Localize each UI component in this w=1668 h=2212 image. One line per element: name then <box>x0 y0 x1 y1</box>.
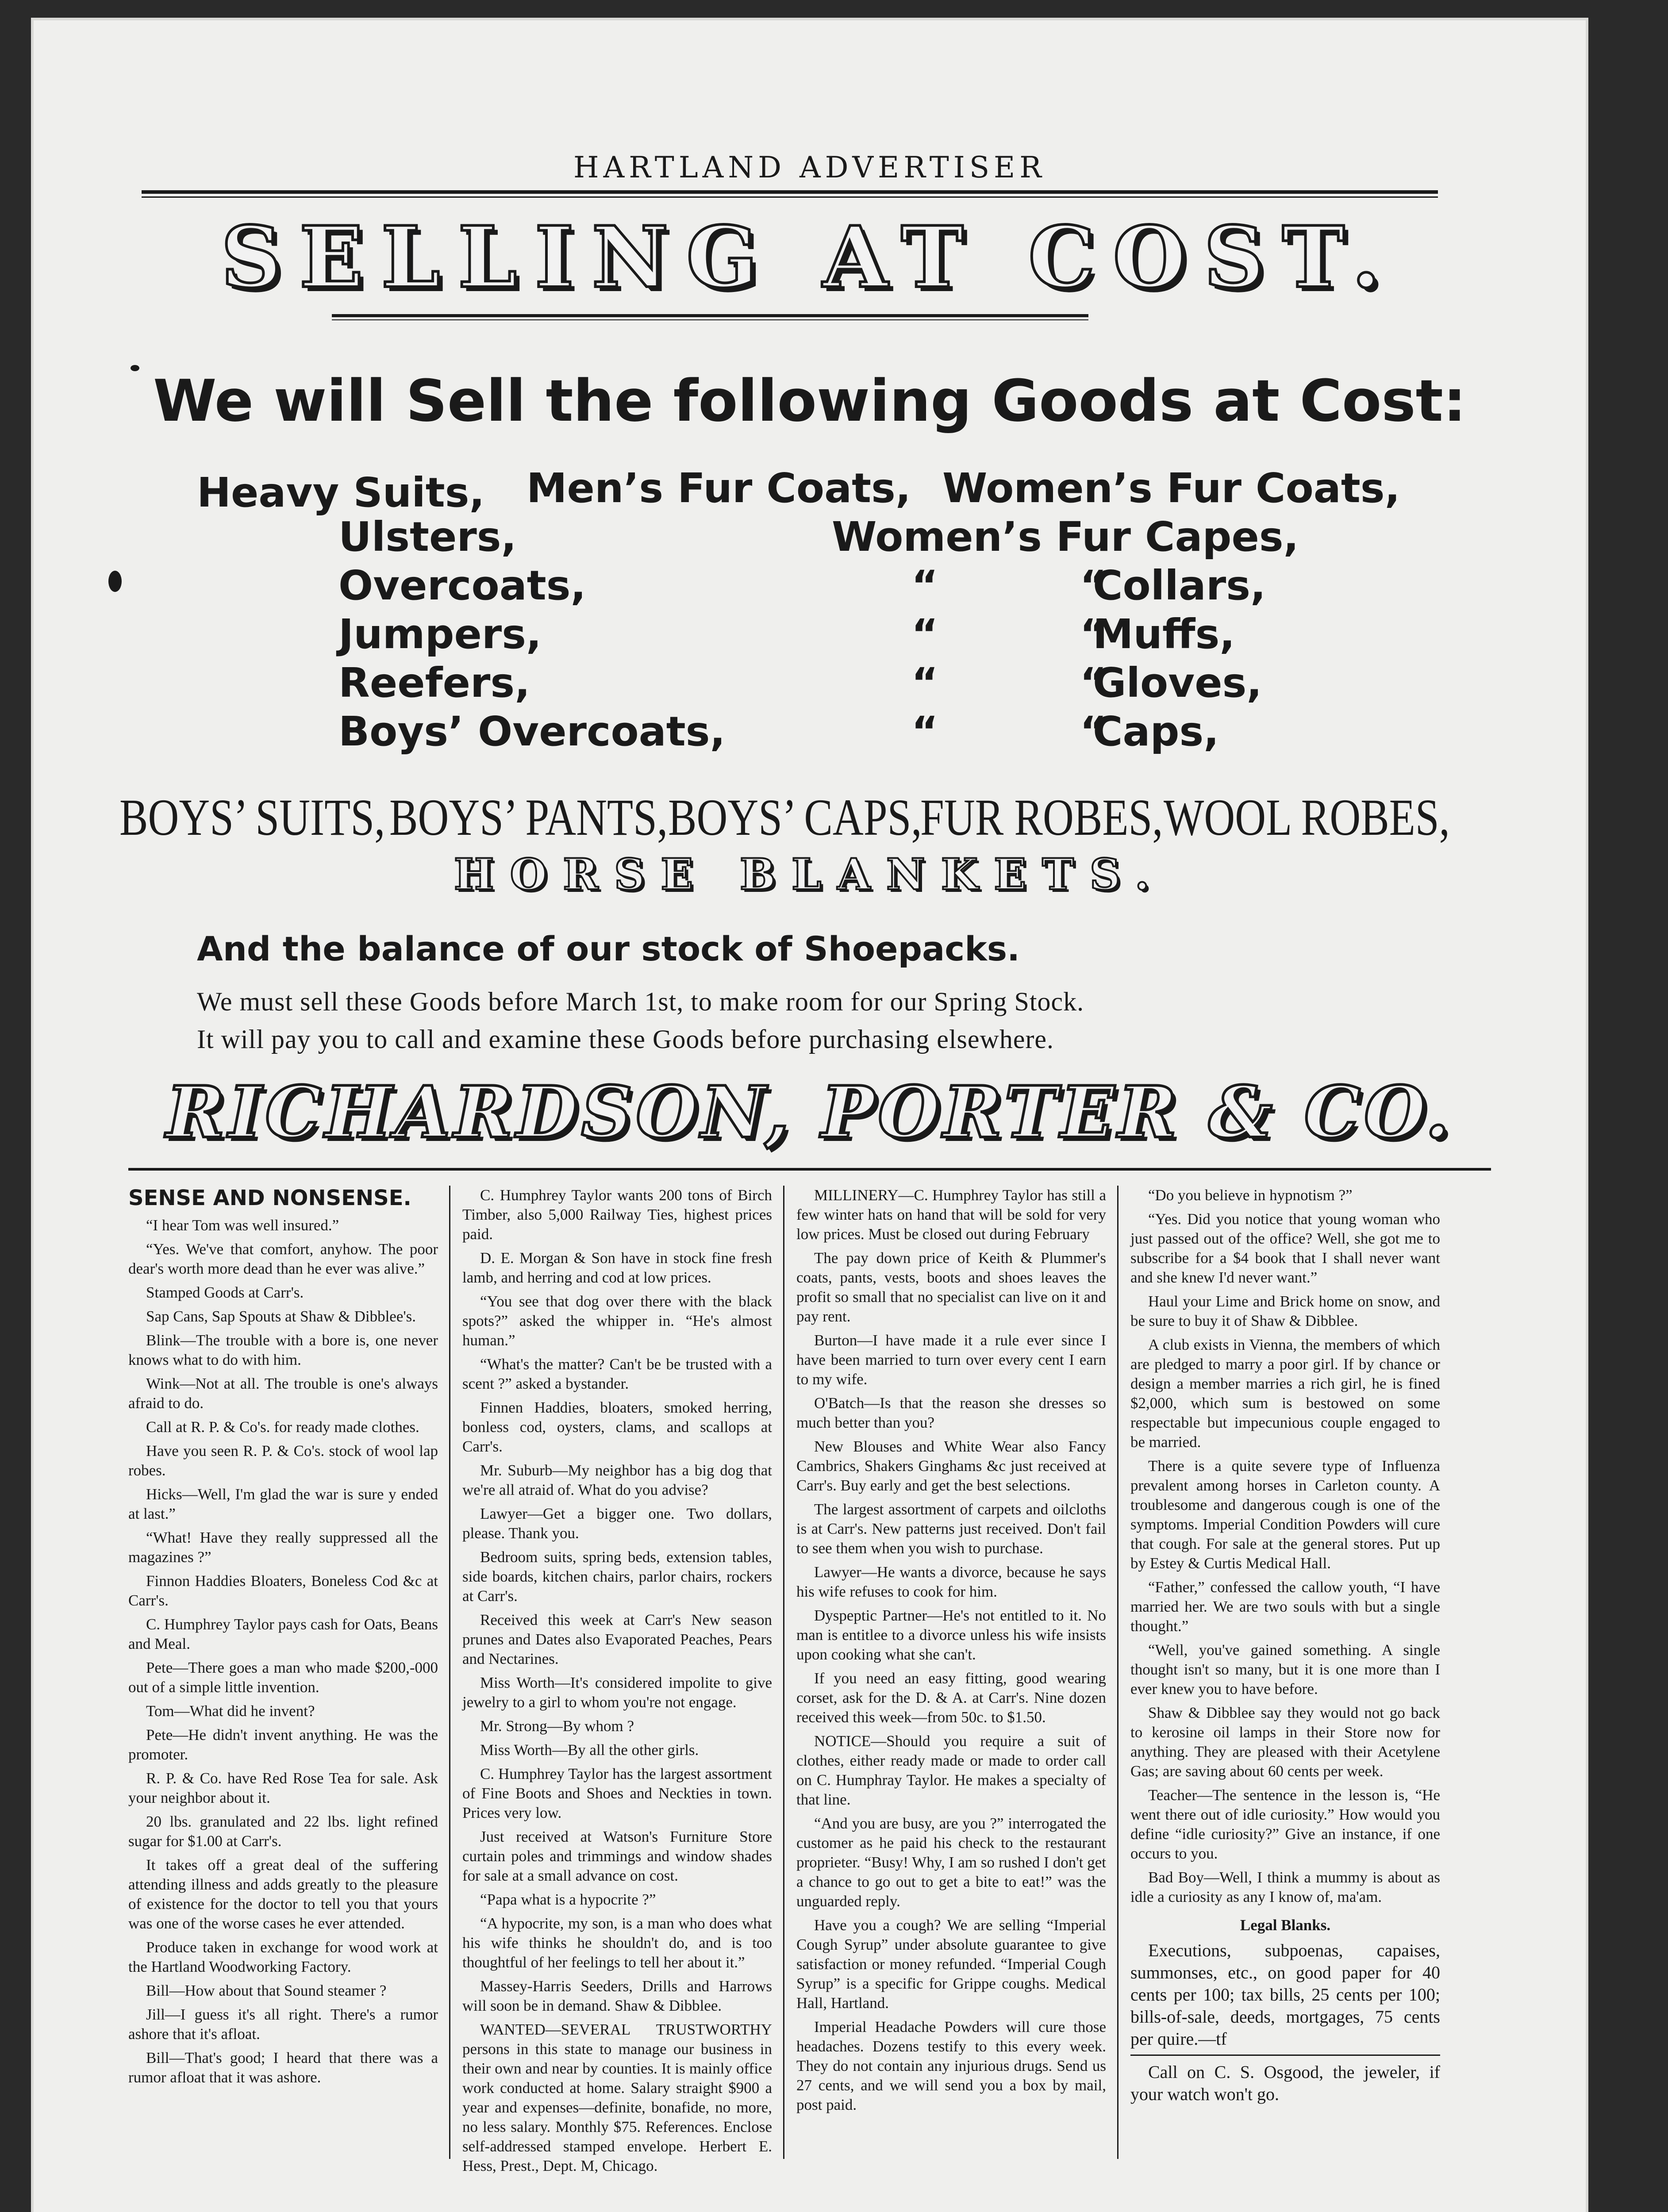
column-paragraph: “Do you believe in hypnotism ?” <box>1148 1187 1353 1204</box>
column-body <box>796 1186 1106 2115</box>
column-paragraph: Tom—What did he invent? <box>146 1702 315 1720</box>
column-paragraph: Burton—I have made it a rule ever since I have been married to turn over every cent I earn to my wife. <box>796 1332 1106 1388</box>
column-rule <box>1117 1186 1118 2159</box>
column-paragraph: The largest assortment of carpets and oilcloths is at Carr's. New patterns just received. Don't fail to see them when you wish to purchase. <box>796 1501 1106 1557</box>
ditto-marks: “ “ <box>911 611 1107 658</box>
column-paragraph: New Blouses and White Wear also Fancy Cambrics, Shakers Ginghams &c just received at Carr's. Buy early and get the best selections. <box>796 1438 1106 1494</box>
column-body <box>128 1216 438 2087</box>
horse-blankets-heading: HORSE BLANKETS. <box>454 849 1166 899</box>
column-paragraph: Call at R. P. & Co's. for ready made clothes. <box>146 1418 419 1436</box>
condensed-item: BOYS’ PANTS, <box>389 788 668 846</box>
balance-line: And the balance of our stock of Shoepacks. <box>197 929 1020 968</box>
legal-blanks-text: Executions, subpoenas, capaises, summonses, etc., on good paper for 40 cents per 100; tax bills, 25 cents per 100; bills-of-sale, deeds, mortgages, 75 cents per quire.—tf <box>1130 1940 1440 2049</box>
column-paragraph: “Father,” confessed the callow youth, “I have married her. We are two souls with but a single thought.” <box>1130 1578 1440 1635</box>
column-paragraph: Mr. Suburb—My neighbor has a big dog that we're all atraid of. What do you advise? <box>462 1462 772 1498</box>
masthead-rule-thick <box>142 190 1438 194</box>
column-paragraph: Mr. Strong—By whom ? <box>480 1717 634 1735</box>
goods-item: Women’s Fur Coats, <box>942 465 1400 512</box>
goods-item: Ulsters, <box>338 513 517 561</box>
column-paragraph: Bill—That's good; I heard that there was a rumor afloat that it was ashore. <box>128 2049 438 2086</box>
column-paragraph: Produce taken in exchange for wood work at the Hartland Woodworking Factory. <box>128 1939 438 1975</box>
column-paragraph: If you need an easy fitting, good wearing corset, ask for the D. & A. at Carr's. Nine dozen received this week—from 50c. to $1.50. <box>796 1670 1106 1726</box>
goods-item: Women’s Fur Capes, <box>832 513 1299 561</box>
headline-rule-thin <box>332 319 1088 320</box>
goods-item: Jumpers, <box>338 611 542 658</box>
column-paragraph: Lawyer—Get a bigger one. Two dollars, please. Thank you. <box>462 1505 772 1542</box>
goods-item: Boys’ Overcoats, <box>338 708 726 755</box>
column-paragraph: Miss Worth—By all the other girls. <box>480 1741 699 1759</box>
ditto-marks: “ “ <box>911 708 1107 755</box>
column-paragraph: “Yes. Did you notice that young woman who just passed out of the office? Well, she got me to subscribe for a $4 book that I shall never want and she knew I'd never want.” <box>1130 1210 1440 1286</box>
column-2 <box>462 1186 772 2180</box>
column-paragraph: Just received at Watson's Furniture Store curtain poles and trimmings and window shades for sale at a small advance on cost. <box>462 1828 772 1884</box>
column-paragraph: Teacher—The sentence in the lesson is, “He went there out of idle curiosity.” How would you define “idle curiosity?” Give an instance, if one occurs to you. <box>1130 1786 1440 1862</box>
column-body <box>462 1186 772 2176</box>
osgood-notice: Call on C. S. Osgood, the jeweler, if your watch won't go. <box>1130 2062 1440 2104</box>
column-paragraph: “You see that dog over there with the black spots?” asked the whipper in. “He's almost human.” <box>462 1293 772 1349</box>
column-paragraph: Pete—He didn't invent anything. He was the promoter. <box>128 1726 438 1763</box>
notice-line: It will pay you to call and examine these Goods before purchasing elsewhere. <box>197 1025 1054 1054</box>
column-rule <box>449 1186 450 2159</box>
column-paragraph: “Yes. We've that comfort, anyhow. The poor dear's worth more dead than he ever was alive.” <box>128 1240 438 1277</box>
condensed-item: BOYS’ SUITS, <box>119 788 385 846</box>
column-paragraph: “And you are busy, are you ?” interrogated the customer as he paid his check to the restaurant proprieter. “Busy! Why, I am so rushed I don't get a chance to go out to get a bite to eat!” was the unguarded reply. <box>796 1815 1106 1910</box>
column-paragraph: Bedroom suits, spring beds, extension tables, side boards, kitchen chairs, parlor chairs, rockers at Carr's. <box>462 1548 772 1605</box>
column-paragraph: C. Humphrey Taylor pays cash for Oats, Beans and Meal. <box>128 1616 438 1652</box>
column-paragraph: Finnon Haddies Bloaters, Boneless Cod &c at Carr's. <box>128 1572 438 1609</box>
column-1 <box>128 1186 438 2092</box>
firm-name: RICHARDSON, PORTER & CO. <box>166 1071 1453 1154</box>
column-paragraph: Hicks—Well, I'm glad the war is sure y ended at last.” <box>128 1486 438 1522</box>
column-3 <box>796 1186 1106 2119</box>
column-paragraph: Dyspeptic Partner—He's not entitled to it. No man is entitlee to a divorce unless his wife insists upon cooking what she can't. <box>796 1607 1106 1663</box>
ink-mark <box>131 365 139 371</box>
legal-blanks-title: Legal Blanks. <box>1240 1916 1331 1934</box>
column-paragraph: Miss Worth—It's considered impolite to give jewelry to a girl to whom you're not engage. <box>462 1674 772 1711</box>
headline-rule <box>332 314 1088 317</box>
goods-item: Collars, <box>1093 562 1266 609</box>
ink-mark <box>108 571 122 592</box>
goods-item: Heavy Suits, <box>197 469 485 516</box>
condensed-item: BOYS’ CAPS, <box>668 788 922 846</box>
ditto-marks: “ “ <box>911 562 1107 609</box>
column-paragraph: “Papa what is a hypocrite ?” <box>480 1891 656 1908</box>
column-paragraph: Wink—Not at all. The trouble is one's always afraid to do. <box>128 1375 438 1412</box>
column-title: SENSE AND NONSENSE. <box>128 1186 411 1210</box>
column-paragraph: Received this week at Carr's New season prunes and Dates also Evaporated Peaches, Pears and Nectarines. <box>462 1611 772 1667</box>
column-paragraph: It takes off a great deal of the suffering attending illness and adds greatly to the pleasure of existence for the doctor to tell you that yours was one of the worse cases he ever attended. <box>128 1856 438 1932</box>
column-paragraph: MILLINERY—C. Humphrey Taylor has still a few winter hats on hand that will be sold for very low prices. Must be closed out during February <box>796 1187 1106 1243</box>
masthead: HARTLAND ADVERTISER <box>573 150 1046 184</box>
headline: SELLING AT COST. <box>221 208 1399 307</box>
goods-item: Overcoats, <box>338 562 586 609</box>
column-body <box>1130 1186 1440 1907</box>
column-paragraph: Haul your Lime and Brick home on snow, and be sure to buy it of Shaw & Dibblee. <box>1130 1293 1440 1329</box>
notice-line: We must sell these Goods before March 1st, to make room for our Spring Stock. <box>197 987 1084 1016</box>
column-paragraph: Have you seen R. P. & Co's. stock of wool lap robes. <box>128 1442 438 1479</box>
condensed-item: FUR ROBES, <box>920 788 1163 846</box>
column-paragraph: C. Humphrey Taylor has the largest assortment of Fine Boots and Shoes and Neckties in town. Prices very low. <box>462 1765 772 1821</box>
goods-item: Caps, <box>1093 708 1219 755</box>
column-paragraph: WANTED—SEVERAL TRUSTWORTHY persons in this state to manage our business in their own and near by counties. It is mainly office work conducted at home. Salary straight $900 a year and expenses—definite, bonafide, no more, no less salary. Monthly $75. References. Enclose self-addressed stamped envelope. Herbert E. Hess, Prest., Dept. M, Chicago. <box>462 2021 772 2174</box>
column-paragraph: NOTICE—Should you require a suit of clothes, either ready made or made to order call on C. Humphray Taylor. He makes a specialty of that line. <box>796 1732 1106 1808</box>
subhead: We will Sell the following Goods at Cost: <box>153 367 1466 434</box>
column-paragraph: Shaw & Dibblee say they would not go back to kerosine oil lamps in their Store now for anything. They are pleased with their Acetylene Gas; are saving about 60 cents per week. <box>1130 1704 1440 1780</box>
goods-item: Muffs, <box>1093 611 1235 658</box>
column-paragraph: Sap Cans, Sap Spouts at Shaw & Dibblee's. <box>146 1308 416 1325</box>
column-paragraph: Imperial Headache Powders will cure those headaches. Dozens testify to this every week. They do not contain any injurious drugs. Send us 27 cents, and we will send you a box by mail, post paid. <box>796 2018 1106 2113</box>
section-rule <box>128 1168 1491 1171</box>
column-paragraph: Bad Boy—Well, I think a mummy is about as idle a curiosity as any I know of, ma'am. <box>1130 1869 1440 1905</box>
column-paragraph: C. Humphrey Taylor wants 200 tons of Birch Timber, also 5,000 Railway Ties, highest prices paid. <box>462 1187 772 1243</box>
column-4 <box>1130 1186 1440 2110</box>
column-paragraph: Jill—I guess it's all right. There's a rumor ashore that it's afloat. <box>128 2006 438 2043</box>
column-paragraph: 20 lbs. granulated and 22 lbs. light refined sugar for $1.00 at Carr's. <box>128 1813 438 1850</box>
column-divider <box>1130 2055 1440 2056</box>
column-paragraph: Bill—How about that Sound steamer ? <box>146 1982 387 1999</box>
newspaper-page <box>31 18 1588 2212</box>
column-paragraph: Stamped Goods at Carr's. <box>146 1284 304 1301</box>
condensed-item: WOOL ROBES, <box>1164 788 1450 846</box>
column-paragraph: Massey-Harris Seeders, Drills and Harrows will soon be in demand. Shaw & Dibblee. <box>462 1978 772 2014</box>
column-paragraph: There is a quite severe type of Influenza prevalent among horses in Carleton county. A troublesome and dangerous cough is one of the symptoms. Imperial Condition Powders will cure that cough. For sale at the general stores. Put up by Estey & Curtis Medical Hall. <box>1130 1457 1440 1572</box>
column-paragraph: “What's the matter? Can't be be trusted with a scent ?” asked a bystander. <box>462 1356 772 1392</box>
goods-item: Men’s Fur Coats, <box>527 465 911 512</box>
column-paragraph: “A hypocrite, my son, is a man who does what his wife thinks he shouldn't do, and is too thoughtful of her feelings to tell her about it.” <box>462 1915 772 1971</box>
column-paragraph: Lawyer—He wants a divorce, because he says his wife refuses to cook for him. <box>796 1563 1106 1600</box>
column-paragraph: O'Batch—Is that the reason she dresses so much better than you? <box>796 1394 1106 1431</box>
column-paragraph: Finnen Haddies, bloaters, smoked herring, bonless cod, oysters, clams, and scallops at Carr's. <box>462 1399 772 1455</box>
column-paragraph: Have you a cough? We are selling “Imperial Cough Syrup” under absolute guarantee to give satisfaction or money refunded. “Imperial Cough Syrup” is a specific for Grippe coughs. Medical Hall, Hartland. <box>796 1916 1106 2012</box>
column-rule <box>783 1186 784 2159</box>
column-paragraph: The pay down price of Keith & Plummer's coats, pants, vests, boots and shoes leaves the profit so small that no specialist can live on it and pay rent. <box>796 1249 1106 1325</box>
column-paragraph: R. P. & Co. have Red Rose Tea for sale. Ask your neighbor about it. <box>128 1770 438 1806</box>
goods-item: Reefers, <box>338 659 530 707</box>
column-paragraph: “Well, you've gained something. A single thought isn't so many, but it is one more than I ever knew you to have before. <box>1130 1641 1440 1697</box>
column-paragraph: “I hear Tom was well insured.” <box>146 1217 339 1234</box>
column-paragraph: Blink—The trouble with a bore is, one never knows what to do with him. <box>128 1332 438 1368</box>
goods-item: Gloves, <box>1093 659 1262 707</box>
column-paragraph: “What! Have they really suppressed all the magazines ?” <box>128 1529 438 1566</box>
column-paragraph: A club exists in Vienna, the members of which are pledged to marry a poor girl. If by chance or design a member marries a rich girl, he is fined $2,000, which sum is bestowed on some respectable but impecunious couple engaged to be married. <box>1130 1336 1440 1451</box>
column-paragraph: D. E. Morgan & Son have in stock fine fresh lamb, and herring and cod at low prices. <box>462 1249 772 1286</box>
ditto-marks: “ “ <box>911 659 1107 707</box>
column-paragraph: Pete—There goes a man who made $200,-000 out of a simple little invention. <box>128 1659 438 1696</box>
masthead-rule-thin <box>142 196 1438 198</box>
